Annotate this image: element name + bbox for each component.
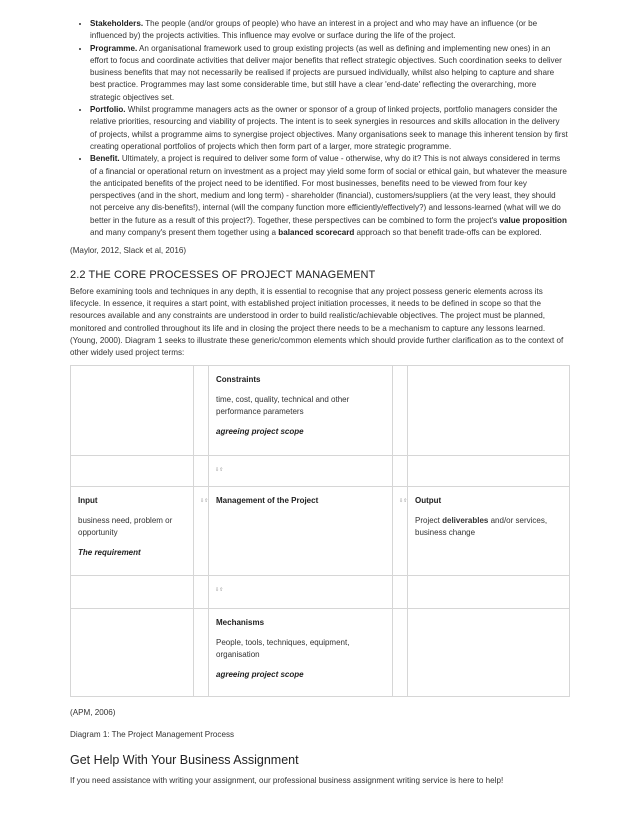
definition: Ultimately, a project is required to deliver some form of value - otherwise, why do it? This is not always considered in terms of a financial or operational return on investment as a project may yield some form of social or ethical gain, but whatever the measure the anticipated benefits of the project need to be identified. For most businesses, benefits need to be viewed from four key perspectives (and in the short, medium and long term) - shareholder (financial), customers/suppliers (at the very least, they should not perceive any dis-benefits!), internal (will the company function more efficiently/effectively?) and lessons-learned (what will we do better in the future as a result of this project?). Together, these perspectives can be combined to form the project's [90,154,567,225]
empty-cell [194,576,209,609]
empty-cell [71,456,194,487]
arrow-up-icon: ⇩⇧ [215,587,224,594]
definitions-list [70,0,568,239]
empty-cell [194,609,209,697]
output-text [415,515,562,539]
empty-cell [71,609,194,697]
help-text: If you need assistance with writing your assignment, our professional business assignment writing service is here to help! [70,776,504,786]
section-paragraph: Before examining tools and techniques in any depth, it is essential to recognise that any project possess generic elements across its lifecycle. In essence, it requires a start point, with established project initiation processes, it needs to be defined in scope so that the resources available and any constraints are understood in order to build realistic/achievable objectives. The project must be planned, monitored and controlled throughout its life and in closing the project there needs to be a mechanism to capture any lessons learned. (Young, 2000). Diagram 1 seeks to illustrate these generic/common elements which should provide further clarification as to the context of other widely used project terms: [70,286,564,358]
list-item [90,104,568,153]
definition: An organisational framework used to group existing projects (as well as defining and implementing new ones) in an effort to focus and coordinate activities that deliver major benefits that reflect strategic objectives. Such coordination seeks to deliver business benefits that may not necessarily be realised if projects are pursued individually, whilst also helping to capture and share best practice. Programmes may last some considerable time, but still have a clear 'end-date' reflecting the overarching, more strategic objectives set. [90,43,562,102]
section-heading: 2.2 THE CORE PROCESSES OF PROJECT MANAGEMENT [70,268,376,281]
mechanisms-note: agreeing project scope [216,670,304,680]
mechanisms-text: People, tools, techniques, equipment, organisation [216,638,350,660]
citation: (Maylor, 2012, Slack et al, 2016) [70,246,187,256]
input-note: The requirement [78,548,141,558]
arrow-cell [209,576,393,609]
list-item [90,43,568,104]
empty-cell [71,576,194,609]
definition: The people (and/or groups of people) who have an interest in a project and who may have an influence (or be influenced by) the projects activities. This influence may evolve or surface during the life of the project. [90,19,538,41]
bold-term: balanced scorecard [278,228,355,238]
empty-cell [408,576,570,609]
mechanisms-cell [209,609,393,697]
arrow-cell [393,487,408,576]
help-heading: Get Help With Your Business Assignment [70,753,299,768]
arrow-down-icon: ⇩⇧ [215,467,224,474]
bold-term: value proposition [499,215,567,225]
empty-cell [194,456,209,487]
arrow-cell [194,487,209,576]
constraints-cell [209,366,393,456]
mechanisms-label: Mechanisms [216,618,265,628]
arrow-cell [209,456,393,487]
management-label: Management of the Project [216,496,319,506]
term: Stakeholders. [90,19,144,28]
list-item [90,18,568,43]
output-text-b: and/or services, business change [415,516,548,538]
constraints-text: time, cost, quality, technical and other performance parameters [216,395,350,417]
output-bold: deliverables [442,516,489,526]
constraints-note: agreeing project scope [216,427,304,437]
output-cell [408,487,570,576]
definition: Whilst programme managers acts as the owner or sponsor of a group of linked projects, portfolio managers consider the relative priorities, resourcing and viability of projects. The intent is to seek synergies in resources and skills allocation in the delivery of projects, whilst a programme aims to synergise project objectives. Many organisations seek to manage this inherent tension by first creating operational portfolios of projects which then form part of a larger, more strategic programme. [90,105,568,151]
definition: and many company's present them together using a [90,228,279,238]
term: Portfolio. [90,105,126,115]
term: Benefit. [90,154,120,164]
output-text-a: Project [415,516,443,526]
empty-cell [393,576,408,609]
arrow-right-icon: ⇩⇧ [200,498,209,505]
input-text: business need, problem or opportunity [78,516,173,538]
process-diagram-table [70,365,570,697]
management-cell [209,487,393,576]
empty-cell [194,366,209,456]
citation: (APM, 2006) [70,708,116,718]
diagram-caption: Diagram 1: The Project Management Process [70,729,235,739]
empty-cell [408,366,570,456]
constraints-label: Constraints [216,375,261,385]
definition: approach so that benefit trade-offs can be explored. [354,228,542,238]
input-cell [71,487,194,576]
term: Programme. [90,43,138,53]
empty-cell [408,609,570,697]
empty-cell [408,456,570,487]
empty-cell [393,456,408,487]
arrow-right-icon: ⇩⇧ [399,498,408,505]
empty-cell [393,609,408,697]
output-label: Output [415,496,442,506]
empty-cell [71,366,194,456]
empty-cell [393,366,408,456]
list-item [90,153,568,239]
input-label: Input [78,496,98,506]
